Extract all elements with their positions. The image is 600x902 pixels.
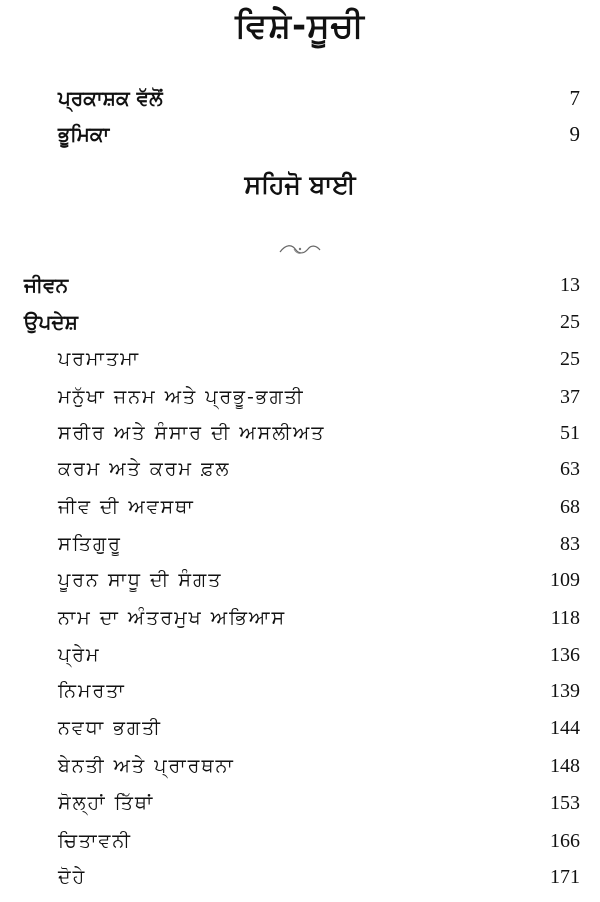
entry-label: ਪ੍ਰਕਾਸ਼ਕ ਵੱਲੋਂ xyxy=(58,86,163,110)
entry-page-number: 153 xyxy=(550,791,580,814)
entry-page-number: 166 xyxy=(550,829,580,852)
entry-label: ਨਿਮਰਤਾ xyxy=(58,680,126,702)
entry-label: ਬੇਨਤੀ ਅਤੇ ਪ੍ਰਾਰਥਨਾ xyxy=(58,755,235,777)
front-matter-entry xyxy=(58,117,580,151)
entry-label: ਨਾਮ ਦਾ ਅੰਤਰਮੁਖ ਅਭਿਆਸ xyxy=(58,607,287,629)
entry-label: ਸਤਿਗੁਰੂ xyxy=(58,533,122,555)
entry-page-number: 68 xyxy=(560,495,580,518)
entry-page-number: 25 xyxy=(560,347,580,370)
entry-page-number: 9 xyxy=(569,121,580,146)
entry-label: ਚਿਤਾਵਨੀ xyxy=(58,830,133,852)
entry-page-number: 13 xyxy=(560,273,580,296)
entry-label: ਜੀਵ ਦੀ ਅਵਸਥਾ xyxy=(58,496,195,518)
entry-page-number: 51 xyxy=(560,421,580,444)
sub-entry xyxy=(58,452,580,486)
sub-entry xyxy=(58,601,580,635)
entry-page-number: 144 xyxy=(550,716,580,739)
entry-page-number: 63 xyxy=(560,457,580,480)
page-title: ਵਿਸ਼ੇ-ਸੂਚੀ xyxy=(235,6,365,46)
sub-entry xyxy=(58,527,580,561)
entry-label: ਭੂਮਿਕਾ xyxy=(58,122,110,146)
sub-entry xyxy=(58,416,580,450)
entry-page-number: 7 xyxy=(569,85,580,110)
flourish-ornament-icon xyxy=(278,240,322,260)
entry-label: ਪੂਰਨ ਸਾਧੂ ਦੀ ਸੰਗਤ xyxy=(58,569,223,591)
entry-page-number: 136 xyxy=(550,643,580,666)
entry-label: ਉਪਦੇਸ਼ xyxy=(24,310,78,334)
entry-label: ਦੋਹੇ xyxy=(58,866,87,888)
sub-entry xyxy=(58,786,580,820)
sub-entry xyxy=(58,749,580,783)
entry-label: ਸੋਲ੍ਹਾਂ ਤਿੱਥਾਂ xyxy=(58,792,155,814)
section-title: ਸਹਿਜੋ ਬਾਈ xyxy=(244,170,356,199)
entry-page-number: 148 xyxy=(550,754,580,777)
sub-entry xyxy=(58,563,580,597)
entry-page-number: 118 xyxy=(550,606,580,629)
entry-page-number: 139 xyxy=(550,679,580,702)
entry-label: ਸਰੀਰ ਅਤੇ ਸੰਸਾਰ ਦੀ ਅਸਲੀਅਤ xyxy=(58,422,326,444)
sub-entry xyxy=(58,638,580,672)
entry-label: ਪ੍ਰੇਮ xyxy=(58,644,101,666)
entry-page-number: 37 xyxy=(560,385,580,408)
contents-entry xyxy=(24,268,580,302)
entry-label: ਪਰਮਾਤਮਾ xyxy=(58,348,141,370)
entry-page-number: 25 xyxy=(560,310,580,333)
sub-entry xyxy=(58,380,580,414)
entry-label: ਕਰਮ ਅਤੇ ਕਰਮ ਫ਼ਲ xyxy=(58,458,231,480)
entry-label: ਮਨੁੱਖਾ ਜਨਮ ਅਤੇ ਪ੍ਰਭੂ-ਭਗਤੀ xyxy=(58,386,305,408)
entry-page-number: 171 xyxy=(550,865,580,888)
entry-page-number: 109 xyxy=(550,568,580,591)
sub-entry xyxy=(58,711,580,745)
sub-entry xyxy=(58,342,580,376)
contents-entry xyxy=(24,305,580,339)
front-matter-entry xyxy=(58,81,580,115)
entry-page-number: 83 xyxy=(560,532,580,555)
entry-label: ਨਵਧਾ ਭਗਤੀ xyxy=(58,717,162,739)
sub-entry xyxy=(58,674,580,708)
sub-entry xyxy=(58,824,580,858)
sub-entry xyxy=(58,860,580,894)
entry-label: ਜੀਵਨ xyxy=(24,273,69,297)
sub-entry xyxy=(58,490,580,524)
